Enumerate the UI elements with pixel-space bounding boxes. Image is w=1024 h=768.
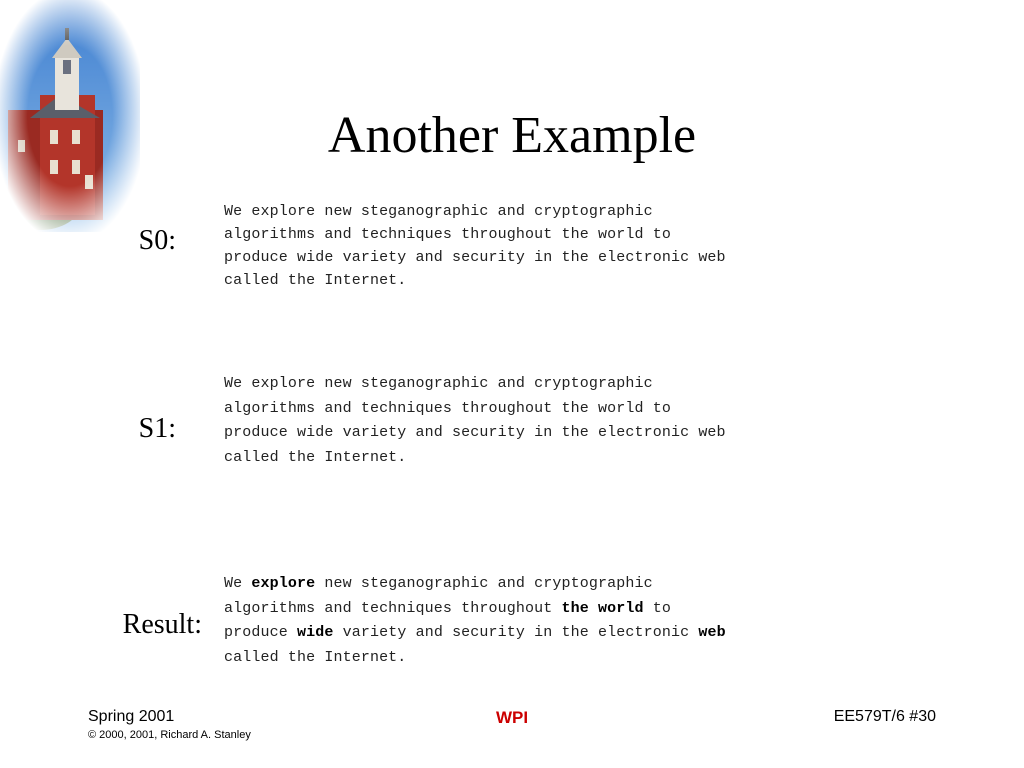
result-text-block xyxy=(224,572,726,670)
text-segment: called the Internet. xyxy=(224,448,407,466)
result-label: Result: xyxy=(122,609,202,640)
text-line xyxy=(224,621,726,646)
footer-term: Spring 2001 xyxy=(88,708,175,725)
text-line xyxy=(224,597,726,622)
footer-course-slide-number: EE579T/6 #30 xyxy=(833,708,936,725)
text-segment: algorithms and techniques throughout the world to xyxy=(224,399,671,417)
text-line xyxy=(224,223,726,246)
text-line xyxy=(224,372,726,397)
text-segment: to xyxy=(643,599,671,617)
text-line xyxy=(224,421,726,446)
text-segment: called the Internet. xyxy=(224,648,407,666)
text-line xyxy=(224,446,726,471)
text-segment: produce wide variety and security in the electronic web xyxy=(224,249,726,266)
text-segment: called the Internet. xyxy=(224,272,407,289)
text-line xyxy=(224,397,726,422)
text-segment: produce wide variety and security in the electronic web xyxy=(224,424,726,441)
text-segment: algorithms and techniques throughout xyxy=(224,599,562,617)
text-segment: algorithms and techniques throughout the world to xyxy=(224,226,671,243)
text-line xyxy=(224,646,726,671)
text-segment: We xyxy=(224,575,252,592)
highlighted-word: explore xyxy=(251,575,316,592)
highlighted-word: web xyxy=(698,624,726,641)
text-line xyxy=(224,246,726,269)
text-segment: variety and security in the electronic xyxy=(333,624,699,641)
text-segment: produce xyxy=(224,624,297,641)
footer-copyright: © 2000, 2001, Richard A. Stanley xyxy=(88,729,251,741)
s1-text-block xyxy=(224,372,726,470)
slide-title: Another Example xyxy=(327,107,697,164)
text-line xyxy=(224,572,726,597)
highlighted-word: wide xyxy=(296,624,334,641)
text-line xyxy=(224,269,726,292)
highlighted-word: the world xyxy=(561,599,644,617)
text-line xyxy=(224,200,726,223)
footer-wpi: WPI xyxy=(495,708,529,727)
s0-text-block xyxy=(224,200,726,292)
text-segment: We explore new steganographic and cryptographic xyxy=(224,375,653,392)
s1-label: S1: xyxy=(138,413,176,444)
text-segment: We explore new steganographic and cryptographic xyxy=(224,203,653,220)
s0-label: S0: xyxy=(138,225,176,256)
text-segment: new steganographic and cryptographic xyxy=(315,575,653,592)
